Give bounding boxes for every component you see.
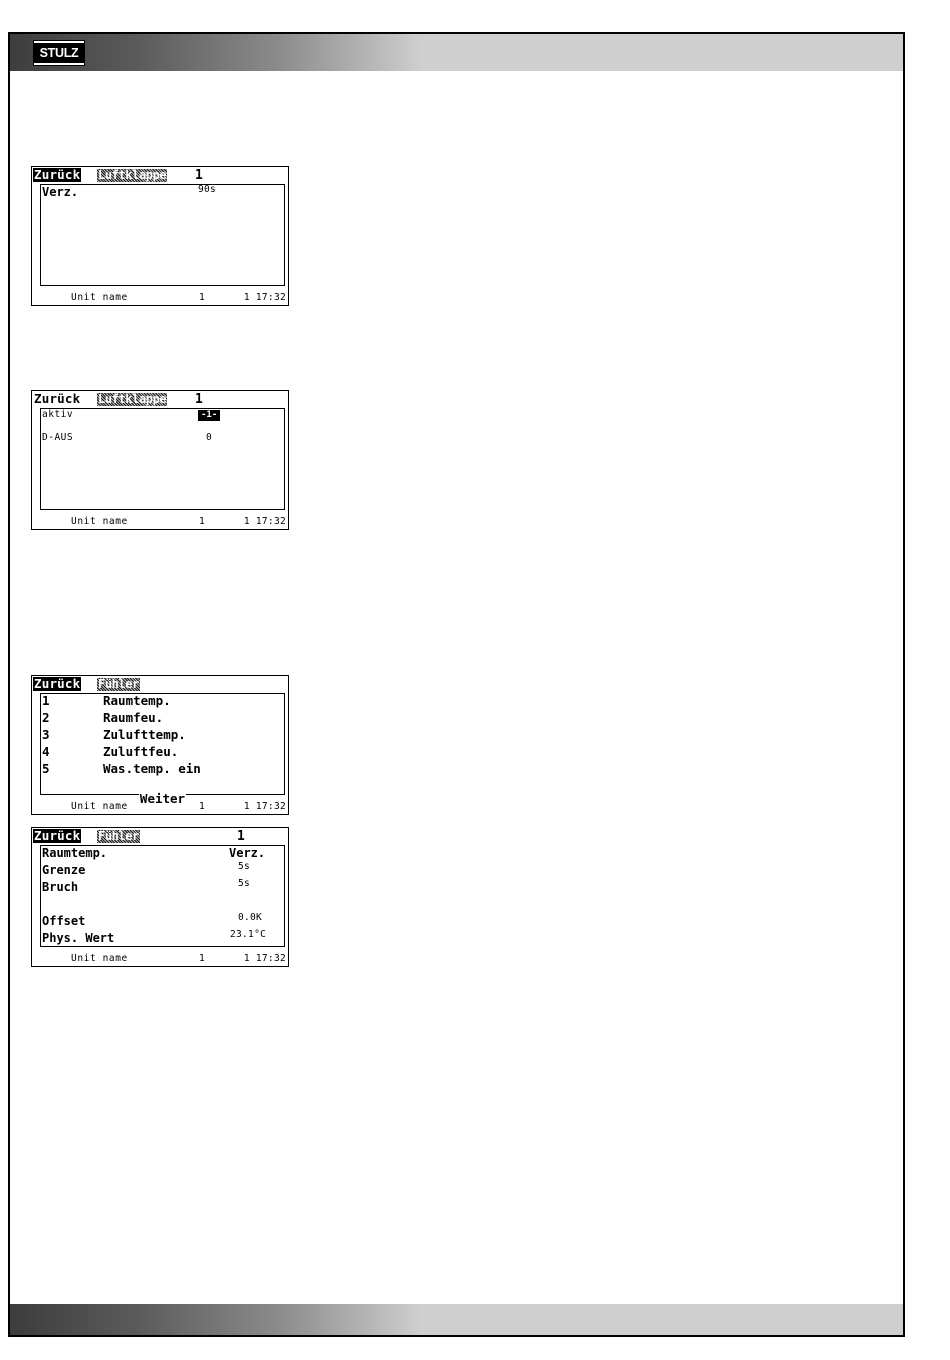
list-item-number: 3 [42, 727, 50, 742]
status-line [32, 953, 288, 965]
clock: 1 17:32 [243, 516, 286, 527]
list-item-label: Zuluftfeu. [103, 744, 179, 759]
physical-value-label: Phys. Wert [42, 931, 115, 945]
offset-value[interactable]: 0.0K [238, 912, 263, 923]
more-button[interactable]: Weiter [139, 791, 186, 806]
lcd-screen-sensor-detail [31, 827, 289, 967]
sensor-title: Raumtemp. [42, 846, 108, 860]
content-panel [40, 693, 285, 806]
unit-id: 1 [199, 292, 206, 303]
list-item-label: Was.temp. ein [103, 761, 201, 776]
limit-label: Grenze [42, 863, 86, 877]
footer-band [10, 1304, 903, 1335]
tab-luftklappe[interactable]: Luftklappe [98, 392, 167, 406]
delay-value[interactable]: 90s [198, 184, 217, 195]
sensor-number: 1 [237, 829, 245, 844]
back-button[interactable]: Zurück [34, 828, 81, 843]
header-band [10, 34, 903, 71]
list-item-label: Raumfeu. [103, 710, 164, 725]
unit-id: 1 [199, 516, 206, 527]
unit-number: 1 [195, 392, 203, 407]
list-item-label: Raumtemp. [103, 693, 171, 708]
back-button[interactable]: Zurück [34, 391, 81, 406]
list-item-number: 1 [42, 693, 50, 708]
d-aus-label: D-AUS [42, 432, 74, 443]
status-line [32, 801, 288, 813]
unit-id: 1 [199, 953, 206, 964]
unit-name: Unit name [71, 801, 128, 812]
delay-label: Verz. [42, 185, 79, 199]
lcd-screen-luftklappe-active [31, 390, 289, 530]
content-panel [40, 845, 285, 947]
active-label: aktiv [42, 409, 74, 420]
list-item-number: 5 [42, 761, 50, 776]
more-indicator [41, 788, 284, 806]
tab-fuehler[interactable]: Fühler [98, 677, 139, 691]
lcd-screen-luftklappe-delay [31, 166, 289, 306]
clock: 1 17:32 [243, 801, 286, 812]
status-line [32, 292, 288, 304]
menu-tabbar [32, 677, 288, 692]
status-line [32, 516, 288, 528]
unit-name: Unit name [71, 953, 128, 964]
content-panel [40, 184, 285, 286]
physical-value: 23.1°C [230, 929, 267, 940]
unit-id: 1 [199, 801, 206, 812]
clock: 1 17:32 [243, 953, 286, 964]
offset-label: Offset [42, 914, 86, 928]
limit-delay-value[interactable]: 5s [238, 861, 251, 872]
unit-name: Unit name [71, 292, 128, 303]
delay-column-header: Verz. [229, 846, 266, 860]
stulz-logo: STULZ [34, 41, 84, 65]
content-panel [40, 408, 285, 510]
list-item-number: 2 [42, 710, 50, 725]
list-item-label: Zulufttemp. [103, 727, 186, 742]
back-button[interactable]: Zurück [34, 167, 81, 182]
menu-tabbar [32, 168, 288, 183]
lcd-screen-sensor-list [31, 675, 289, 815]
break-delay-value[interactable]: 5s [238, 878, 251, 889]
tab-luftklappe[interactable]: Luftklappe [98, 168, 167, 182]
back-button[interactable]: Zurück [34, 676, 81, 691]
menu-tabbar [32, 829, 288, 844]
d-aus-value[interactable]: 0 [206, 432, 213, 443]
active-value-selected[interactable]: -1- [198, 410, 220, 421]
break-label: Bruch [42, 880, 79, 894]
clock: 1 17:32 [243, 292, 286, 303]
unit-number: 1 [195, 168, 203, 183]
tab-fuehler[interactable]: Fühler [98, 829, 139, 843]
menu-tabbar [32, 392, 288, 407]
unit-name: Unit name [71, 516, 128, 527]
list-item-number: 4 [42, 744, 50, 759]
